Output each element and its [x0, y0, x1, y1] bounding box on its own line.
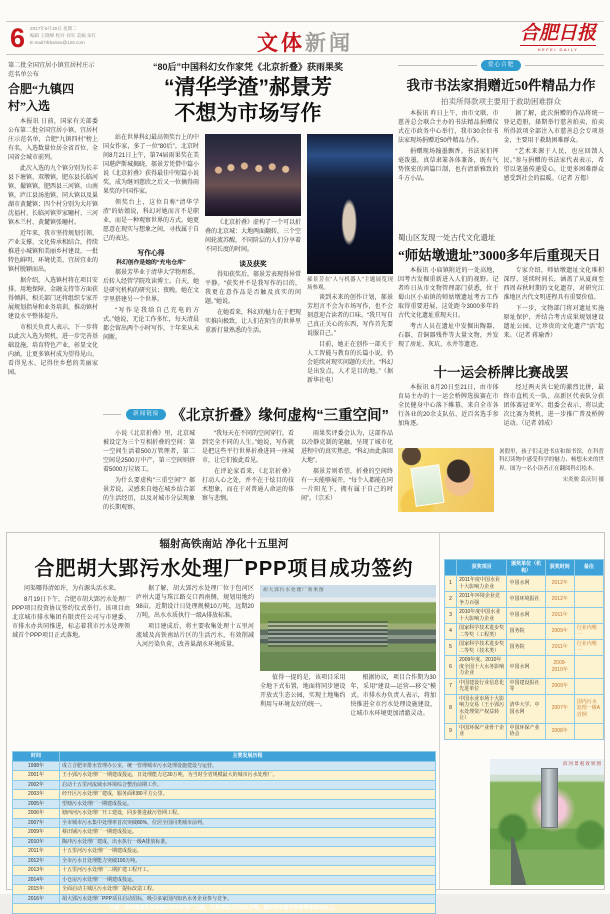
- plant-photo-label: 胡大郢污水处理厂效果图: [263, 587, 325, 592]
- page-number: 6: [10, 23, 26, 53]
- exhibition-photo: [307, 134, 393, 274]
- a3-deck: 拍卖所得款项主要用于救助困难群众: [441, 97, 561, 106]
- history-table: 时间 主要发展历程 1998年 成立合肥市排水管理办公室，统一管理城市污水处理设施建设与运营。 2001年 王小郢污水处理厂一期建成投运，日处理能力达30万吨，为当时全省规模最大的城市污水处理厂。 2002年 启动十五里河流域水环境综合整治前期工作。 2003年 经开区污水处理厂建成，服务面积80平方公里。 2005年 望塘污水处理厂一期建成投运。 2006年 塘西河污水处理厂开工建设，同步推进截污管网工程。 2007年 全市城市污水集中处理率首次突破80%，位居全国同类城市前列。 2009年 蔡田铺污水处理厂一期建成投运。 2010年 陶冲污水处理厂建成，出水执行一级A排放标准。 2011年 十五里河污水处理厂一期建成投运。 2012年 全市污水日处理能力突破100万吨。 2013年 十五里河污水处理厂二期扩建工程开工。 2014年 小仓房污水处理厂一期建成投运。 2015年 全面启动主城区污水处理厂提标改造工程。 2016年 胡大郢污水处理厂PPP项目启动招标，吸引多家国内知名水务企业参与竞争。 目前，全市建成区共有城市污水处理厂13座，日处理能力达123万吨，城市污水集中处理率达95%以上。: [12, 751, 436, 914]
- a2-subhead2: [205, 258, 301, 268]
- header-top-rule: [6, 21, 604, 22]
- a2-headline-line2: 不想为市场写作: [174, 102, 322, 126]
- a5-headline: 十一运会桥牌比赛战罢: [433, 365, 569, 380]
- a3-tag: 爱心合肥: [481, 60, 521, 71]
- a6-tag: 新闻链接: [126, 409, 166, 420]
- a2-content: [103, 134, 393, 398]
- header-bottom-rule: [6, 54, 604, 55]
- bottom-right-zone: [444, 536, 604, 885]
- awards-table: 获奖项目 颁奖单位（机构） 获奖时间 备注 1 2011年度中国水业十大影响力企业 中国水网 2012年 2 2011年环境企业竞争力百强 中国环境报社 2012年 3 2010年度中国水业十大影响力企业 中国水网 2011年 4 国家科学技术进步奖二等奖（工程类） 国务院 2009年 行业内唯一 5 国家科学技术进步奖二等奖（技术类） 国务院 2011年 行业内唯一 6 2009年度、2010年度全国十大水务影响力企业 中国水网 2009-2010年 7 中国建设行业信息化先进单位 中国建设报社等 2009年 8 中国水业市场十大影响力交易（王小郢污水处理资产权益转让） 清华大学、中国水网 2007年 国内污水处理一级A首例 9 中国环保产业骨干企业 中国环保产业协会 2008年: [444, 559, 604, 740]
- a2-col1: [103, 134, 199, 398]
- header-date: 2017年9月19日 星期二: [30, 26, 77, 31]
- award-ceremony-photo: [205, 134, 301, 216]
- a7-col1-text: 问渠哪得清如许，为有源头活水来。 8月19日下午，合肥市胡大郢污水处理厂PPP项目投资协议签约仪式举行。该项目由北京城市排水集团有限责任公司与市建委、市排水办共同推进，标志着我市污水处理领域首个PPP项目正式落地。: [12, 586, 131, 639]
- a5-content: [398, 384, 604, 444]
- a2-subhead1-line2: 科幻创作是她的“充电仓库”: [116, 259, 186, 266]
- section-primary: 文体: [257, 32, 305, 55]
- a3-rule-left: [398, 65, 477, 66]
- article-calligraphy: [398, 60, 604, 226]
- article-shigudun: [398, 232, 604, 353]
- child-reading-photo: [398, 448, 494, 512]
- a7-col4-text: 根据协议，项目合作期为30年，采用“建设—运营—移交”模式。市排水办负责人表示，将加快推进全市污水处理设施建设，让城市水环境更加清澈灵动。: [350, 675, 436, 717]
- awards-table-wrap: [444, 559, 604, 751]
- a7-col2-text: 据了解，胡大郢污水处理厂位于包河区庐州大道与珠江路交口西南侧，规划用地约98亩，近期设计日处理规模10万吨，远期20万吨，出水水质执行一级A排放标准。 项目建成后，将主要收集处理十五里河流域及高铁南站片区的生活污水，有效削减入河污染负荷，改善巢湖水环境质量。: [136, 586, 254, 648]
- right-column: [398, 60, 604, 540]
- a6-col2-text: “我每天在不同的空间穿行，看到完全不同的人生。”她说，写作就是把这些平行世界折叠进同一座城市，让它们彼此看见。 在评论家看来，《北京折叠》打动人心之处，并不在于炫目的技术想象，而在于对普通人命运的体察与悲悯。: [202, 431, 294, 502]
- a4-content: [398, 267, 604, 353]
- a4-headline: “师姑墩遗址”3000多年后重现天日: [398, 248, 601, 263]
- history-table-wrap: [12, 751, 436, 911]
- a4-col1-text: 本报讯 小庙镇附近的一处高地，因考古发掘重新进入人们的视野。记者昨日从市文物管理部门获悉，位于蜀山区小庙镇的师姑墩遗址考古工作取得重要进展，这处距今3000多年的古代文化遗址重现天日。 考古人员在遗址中发掘出陶器、石器、青铜器残件等大量文物，并发现了房址、灰坑、水井等遗迹。: [398, 268, 499, 348]
- a6-headline: 《北京折叠》缘何虚构“三重空间”: [171, 408, 389, 424]
- park-photo-label: 滨河景观效果图: [562, 761, 602, 766]
- a7-underphoto: [260, 674, 436, 744]
- child-photo-row: [398, 448, 604, 540]
- riverside-park-rendering: [490, 759, 604, 885]
- article-folding-beijing: [103, 404, 393, 530]
- a1-headline: 合肥“九镇四村”入选: [8, 82, 75, 113]
- a3-content: [398, 110, 604, 226]
- a2-headline-line1: “清华学渣”郝景芳: [164, 76, 332, 99]
- a2-subhead1-line1: 写作心得: [137, 249, 165, 257]
- header-email: E-mail:hfrbwtxw@126.com: [30, 40, 85, 46]
- masthead: [520, 24, 596, 52]
- bottom-feature-box: [6, 532, 605, 911]
- a4-col2-text: 专家介绍，师姑墩遗址文化堆积深厚，延续时间长，涵盖了从夏商至西周春秋时期的文化遗存，对研究江淮地区古代文明进程具有重要价值。 下一步，文物部门将对遗址实施原址保护，并结合考古成果规划建设遗址公园，让珍贵的文化遗产“活”起来。（记者 蒋瑜香）: [503, 268, 604, 339]
- a2-subhead1: [103, 247, 199, 266]
- a7-content: [12, 585, 436, 747]
- article-bridge: [398, 361, 604, 540]
- a7-headline: 合肥胡大郢污水处理厂PPP项目成功签约: [34, 558, 414, 580]
- masthead-sub: HEFEI DAILY: [520, 45, 596, 52]
- a6-rule-left: [103, 414, 121, 415]
- a2-col3: [307, 134, 393, 398]
- child-photo-caption: 暑假里，孩子们走进书店和图书馆，在科普科幻读物中感受科学的魅力、畅想未来的世界。图为一名小读者正在翻阅科幻绘本。: [499, 449, 604, 472]
- a3-tagrow: [398, 60, 604, 71]
- a2-col1-text: 站在世界科幻最高领奖台上的中国女作家，多了一位“80后”。北京时间8月21日上午，第74届雨果奖在美国堪萨斯城揭晓，郝景芳凭借中篇小说《北京折叠》获得最佳中短篇小说奖，成为继刘慈欣之后又一位摘得雨果奖的中国作家。 领奖台上，这位自称“清华学渣”的姑娘说，科幻对她而言不是职业，而是一种观察世界的方式。她更愿意在现实与想象之间，寻找属于自己的表达。: [103, 134, 200, 242]
- a6-col1-text: 小说《北京折叠》里，北京城被设定为三个互相折叠的空间：第一空间生活着500万管理者，第二空间是2500万中产，第三空间则挤着5000万垃圾工。 为什么要虚构“三重空间”？郝景芳说，灵感来自她在城乡结合部的生活经历，以及对城市分层现象的长期观察。: [103, 431, 195, 511]
- a1-kicker: 第二批全国宜居小镇宜居村庄示范名单公布: [8, 62, 95, 78]
- a2-headline: [103, 75, 393, 128]
- article-haojingfang: [103, 60, 393, 398]
- child-photo-caption-col: [499, 448, 604, 540]
- a7-col3-text: 值得一提的是，该项目采用全地下式布置，地面将同步建设开放式生态公园，实现土地集约利用与环境友好的统一。: [260, 675, 346, 708]
- a2-subhead2-line1: 谈及获奖: [239, 260, 267, 268]
- masthead-title: 合肥日报: [519, 23, 596, 44]
- treatment-plant-rendering: [260, 585, 436, 671]
- a2-col2-text: 《北京折叠》虚构了一个可以折叠的北京城：大地两面翻转，三个空间轮流苏醒，不同阶层的人们分享着不同长度的时间。: [205, 219, 302, 253]
- bottom-divider: [439, 533, 440, 889]
- a5-col1-text: 本报讯 8月20日至21日，由市体育局主办的十一运会桥牌选拔赛在市全民健身中心落下帷幕，来自全市各行各业的20余支队伍、近百名选手参加角逐。: [398, 385, 499, 427]
- article-nine-towns: [8, 60, 98, 528]
- section-title: [0, 23, 610, 57]
- header-editors: 编辑 王晓峰 校对 刘军 美编 朱红: [30, 33, 97, 39]
- section-secondary: 新闻: [305, 32, 353, 55]
- a3-headline: 我市书法家捐赠近50件精品力作: [406, 78, 596, 93]
- a6-col3-text: 雨果奖评委会认为，这部作品以冷静克制的笔触，呈现了城市化进程中的真实焦虑，“科幻由此落回大地”。 郝景芳则希望，折叠的空间终有一天能够展开，“每个人都能在同一片阳光下，拥有属于自己的时间”。（宗禾）: [301, 431, 393, 502]
- a4-kicker: 蜀山区发现一处古代文化遗址: [398, 233, 496, 242]
- a2-kicker: “80后”中国科幻女作家凭《北京折叠》获雨果奖: [152, 62, 343, 72]
- a2-col2: [205, 134, 301, 398]
- a6-content: [103, 430, 393, 530]
- article-ppp: [12, 536, 436, 911]
- child-photo-byline: 宋炎骏 葛庆钊 摄: [562, 476, 604, 483]
- a2-col3-text: 谈到未来的创作计划，郝景芳坦言不会为市场写作，也不会刻意迎合读者的口味。“我只写自己真正关心的东西，写作首先要说服自己。” 目前，她正在创作一部关于人工智能与教育的长篇小说，仍会延续对现实问题的关注。“科幻是出发点，人才是目的地。”（据新华社电）: [307, 295, 393, 384]
- a5-col2-text: 经过两天共七轮的激烈比拼，最终市直机关一队、高新区代表队分获团体赛冠亚军。组委会表示，将以此次比赛为契机，进一步推广普及桥牌运动。（记者 韩成）: [503, 385, 604, 427]
- a6-headrow: [103, 404, 393, 425]
- a2-col2b-text: 得知获奖后，郝景芳表现得异常平静。“获奖并不是我写作的目的，我更在意作品是否触及真实的问题。”她说。 在她看来，科幻的魅力在于把现实推向极致，让人们在陌生的世界里重新打量熟悉的生活。: [205, 271, 302, 334]
- a3-rule-right: [525, 65, 604, 66]
- a7-kicker: 辐射高铁南站 净化十五里河: [159, 538, 289, 550]
- a3-col2-text: 据了解，此次捐赠的作品将统一登记造册，择期举行慈善拍卖，拍卖所得款项全部注入市慈善总会专项基金，主要用于救助困难群众。 “艺术来源于人民，也应回馈人民。”参与捐赠的书法家代表表示，希望以笔墨传递爱心，让更多困难群众感受到社会的温暖。（记者 方偲）: [503, 111, 604, 182]
- a2-col1b-text: 郝景芳毕业于清华大学物理系，后转入经管学院攻读博士。白天，她是研究机构的研究员；夜晚，她在文字里搭建另一个世界。 “写作是我给自己充电的方式。”她说，无论工作多忙，每天清晨都会留出两个小时写作，十年来从未间断。: [103, 269, 200, 341]
- exhibition-photo-caption: 郝景芳在“人与机器人”主题展览现场参观。: [307, 276, 393, 291]
- a7-photo-col: [260, 585, 436, 747]
- a1-body: 本报讯 日前，国家有关部委公布第二批全国宜居小镇、宜居村庄示范名单，合肥“九镇四村”榜上有名，入选数量位居全省首位、全国省会城市前列。 此次入选的九个镇分别为长丰县下塘镇、双墩镇，肥东县长临河镇、撮镇镇，肥西县三河镇、山南镇，庐江县汤池镇、同大镇以及巢湖市黄麓镇；四个村分别为大圩镇沈福村、长临河镇罗家疃村、三河镇木兰村、黄麓镇张疃村。 近年来，我市坚持规划引领、产业支撑、文化传承相结合，持续推进小城镇和美丽乡村建设，一批特色鲜明、环境优美、宜居宜业的镇村脱颖而出。 据介绍，入选镇村将在项目安排、用地保障、金融支持等方面获得倾斜，相关部门还将组织专家开展规划指导和业务培训，推动镇村建设水平整体提升。 市相关负责人表示，下一步将以此次入选为契机，进一步完善基础设施，培育特色产业，彰显文化内涵，让更多镇村成为望得见山、看得见水、记得住乡愁的美丽家园。: [8, 119, 99, 376]
- a3-col1-text: 本报讯 昨日上午，由市文联、市慈善总会联合主办的书法精品捐赠仪式在市政务中心举行，我市30余位书法家现场捐赠近50件精品力作。 捐赠现场翰墨飘香。书法家们挥毫泼墨，真草隶篆各体兼备，既有气势恢宏的鸿篇巨制，也有清新雅致的斗方小品。: [398, 111, 499, 182]
